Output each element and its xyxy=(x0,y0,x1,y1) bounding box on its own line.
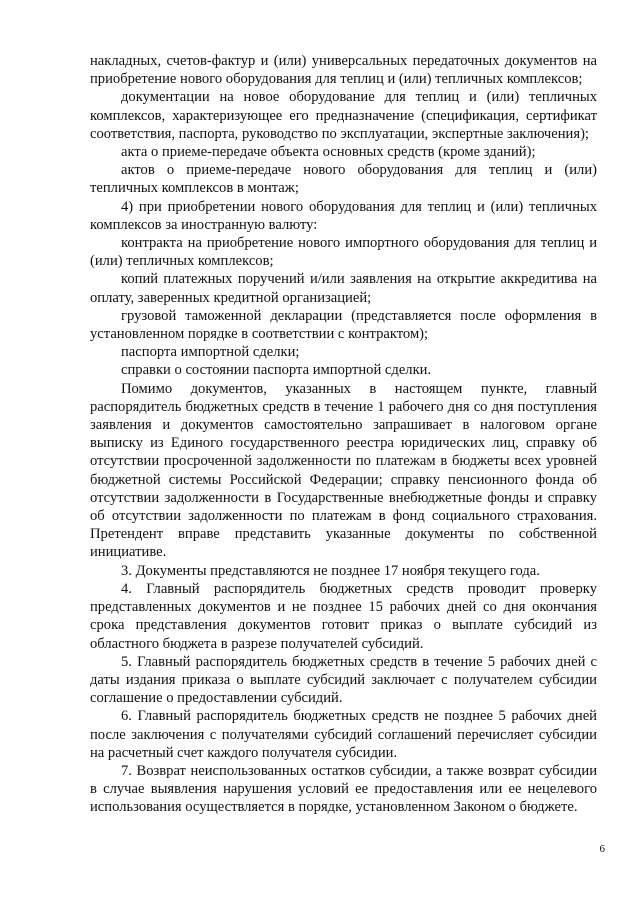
paragraph: 7. Возврат неиспользованных остатков субсидии, а также возврат субсидии в случае выявления нарушения условий ее предоставления или ее нецелевого использования осуществляется в порядке, установленном Законом о бюджете. xyxy=(90,762,597,816)
paragraph: 3. Документы представляются не позднее 17 ноября текущего года. xyxy=(121,562,540,579)
paragraph: контракта на приобретение нового импортного оборудования для теплиц и (или) тепличных комплексов; xyxy=(90,235,597,270)
paragraph: 5. Главный распорядитель бюджетных средств в течение 5 рабочих дней с даты издания приказа о выплате субсидий заключает с получателем субсидии соглашение о предоставлении субсидий. xyxy=(90,653,597,707)
paragraph: акта о приеме-передаче объекта основных средств (кроме зданий); xyxy=(121,144,536,161)
paragraph: 6. Главный распорядитель бюджетных средств не позднее 5 рабочих дней после заключения с получателями субсидий соглашений перечисляет субсидии на расчетный счет каждого получателя субсидии. xyxy=(90,708,597,761)
paragraph: 4) при приобретении нового оборудования для теплиц и (или) тепличных комплексов за иностранную валюту: xyxy=(90,198,597,233)
paragraph: справки о состоянии паспорта импортной сделки. xyxy=(121,362,432,379)
document-body xyxy=(90,52,597,817)
paragraph: 4. Главный распорядитель бюджетных средств проводит проверку представленных документов и не позднее 15 рабочих дней со дня окончания срока представления документов готовит приказ о выплате субсидий из областного бюджета в разрезе получателей субсидий. xyxy=(90,580,597,652)
paragraph: Помимо документов, указанных в настоящем пункте, главный распорядитель бюджетных средств в течение 1 рабочего дня со дня поступления заявления и документов самостоятельно запрашивает в налоговом органе выписку из Единого государственного реестра юридических лиц, справку об отсутствии просроченной задолженности по платежам в бюджеты всех уровней бюджетной системы Российской Федерации; справку пенсионного фонда об отсутствии задолженности в Государственные внебюджетные фонды и справку об отсутствии задолженности по платежам в фонд социального страхования. Претендент вправе представить указанные документы по собственной инициативе. xyxy=(90,380,597,561)
page-number: 6 xyxy=(599,843,605,855)
paragraph: грузовой таможенной декларации (представляется после оформления в установленном порядке в соответствии с контрактом); xyxy=(90,307,597,343)
paragraph: актов о приеме-передаче нового оборудования для теплиц и (или) тепличных комплексов в монтаж; xyxy=(90,162,597,197)
paragraph: паспорта импортной сделки; xyxy=(121,344,300,361)
paragraph: копий платежных поручений и/или заявления на открытие аккредитива на оплату, заверенных кредитной организацией; xyxy=(90,271,597,306)
paragraph: накладных, счетов-фактур и (или) универсальных передаточных документов на приобретение нового оборудования для теплиц и (или) тепличных комплексов; xyxy=(90,53,597,88)
paragraph: документации на новое оборудование для теплиц и (или) тепличных комплексов, характеризующее его предназначение (спецификация, сертификат соответствия, паспорта, руководство по эксплуатации, экспертные заключения); xyxy=(90,89,597,142)
